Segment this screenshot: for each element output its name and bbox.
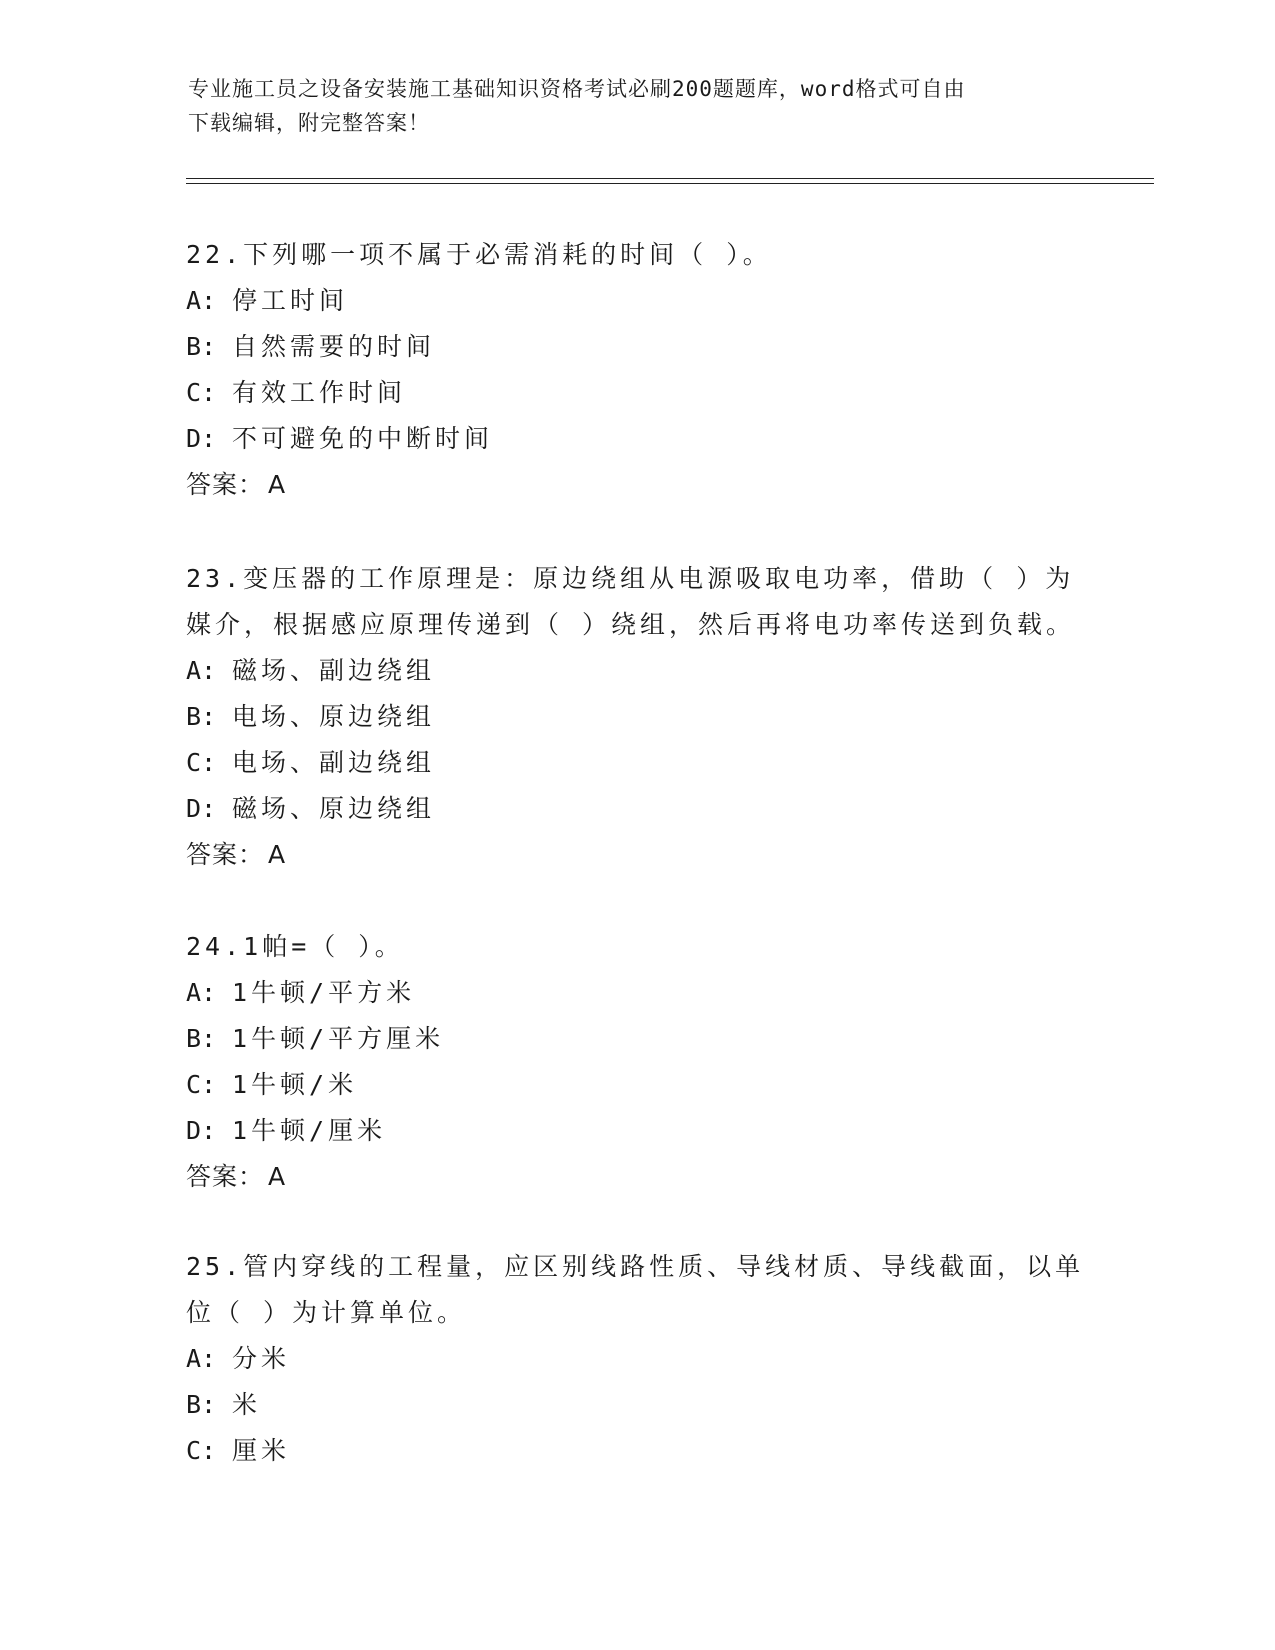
- question-stem-line-2: 媒介，根据感应原理传递到（ ）绕组，然后再将电功率传送到负载。: [186, 610, 1076, 639]
- option-key: C:: [186, 378, 217, 407]
- question-stem: 24.1帕=（ ）。: [186, 932, 404, 961]
- answer-line: [186, 1154, 1086, 1200]
- option-d: [186, 416, 1086, 462]
- option-key: A:: [186, 978, 217, 1007]
- option-c: [186, 740, 1086, 786]
- option-key: B:: [186, 1024, 217, 1053]
- answer-label: 答案：: [186, 840, 265, 869]
- option-a: [186, 970, 1086, 1016]
- option-a: [186, 648, 1086, 694]
- question-25: [186, 1244, 1086, 1474]
- question-22: [186, 232, 1086, 508]
- answer-label: 答案：: [186, 470, 265, 499]
- option-text: 停工时间: [232, 286, 349, 315]
- option-key: D:: [186, 424, 217, 453]
- answer-line: [186, 462, 1086, 508]
- option-text: 磁场、副边绕组: [232, 656, 436, 685]
- option-key: B:: [186, 702, 217, 731]
- option-a: [186, 278, 1086, 324]
- header-line-2: 下载编辑，附完整答案！: [188, 111, 430, 135]
- question-24: [186, 924, 1086, 1200]
- header-divider-bottom: [186, 183, 1154, 184]
- option-key: D:: [186, 794, 217, 823]
- option-key: C:: [186, 748, 217, 777]
- option-c: [186, 370, 1086, 416]
- question-stem: 22.下列哪一项不属于必需消耗的时间（ ）。: [186, 240, 772, 269]
- option-key: C:: [186, 1070, 217, 1099]
- option-text: 磁场、原边绕组: [232, 794, 436, 823]
- option-text: 1牛顿/平方厘米: [232, 1024, 445, 1053]
- option-text: 1牛顿/米: [232, 1070, 358, 1099]
- option-c: [186, 1428, 1086, 1474]
- answer-label: 答案：: [186, 1162, 265, 1191]
- option-text: 电场、原边绕组: [232, 702, 436, 731]
- option-key: A:: [186, 656, 217, 685]
- option-text: 自然需要的时间: [232, 332, 436, 361]
- option-b: [186, 324, 1086, 370]
- option-key: A:: [186, 286, 217, 315]
- question-stem-line-1: 25.管内穿线的工程量，应区别线路性质、导线材质、导线截面，以单: [186, 1252, 1085, 1281]
- option-b: [186, 694, 1086, 740]
- header-line-1: 专业施工员之设备安装施工基础知识资格考试必刷200题题库，word格式可自由: [188, 77, 966, 101]
- option-text: 不可避免的中断时间: [232, 424, 494, 453]
- document-header: [188, 72, 1088, 140]
- option-key: B:: [186, 1390, 217, 1419]
- answer-value: A: [268, 1162, 287, 1191]
- option-text: 电场、副边绕组: [232, 748, 436, 777]
- option-text: 1牛顿/厘米: [232, 1116, 387, 1145]
- option-key: C:: [186, 1436, 217, 1465]
- option-d: [186, 786, 1086, 832]
- option-text: 厘米: [232, 1436, 291, 1465]
- option-b: [186, 1382, 1086, 1428]
- option-key: A:: [186, 1344, 217, 1373]
- question-23: [186, 556, 1086, 878]
- answer-line: [186, 832, 1086, 878]
- option-c: [186, 1062, 1086, 1108]
- answer-value: A: [268, 470, 287, 499]
- option-text: 米: [232, 1390, 262, 1419]
- option-d: [186, 1108, 1086, 1154]
- option-key: B:: [186, 332, 217, 361]
- answer-value: A: [268, 840, 287, 869]
- header-divider-top: [186, 178, 1154, 179]
- option-text: 分米: [232, 1344, 291, 1373]
- option-text: 1牛顿/平方米: [232, 978, 416, 1007]
- question-stem-line-2: 位（ ）为计算单位。: [186, 1298, 467, 1327]
- option-text: 有效工作时间: [232, 378, 407, 407]
- option-b: [186, 1016, 1086, 1062]
- question-stem-line-1: 23.变压器的工作原理是：原边绕组从电源吸取电功率，借助（ ）为: [186, 564, 1075, 593]
- option-a: [186, 1336, 1086, 1382]
- option-key: D:: [186, 1116, 217, 1145]
